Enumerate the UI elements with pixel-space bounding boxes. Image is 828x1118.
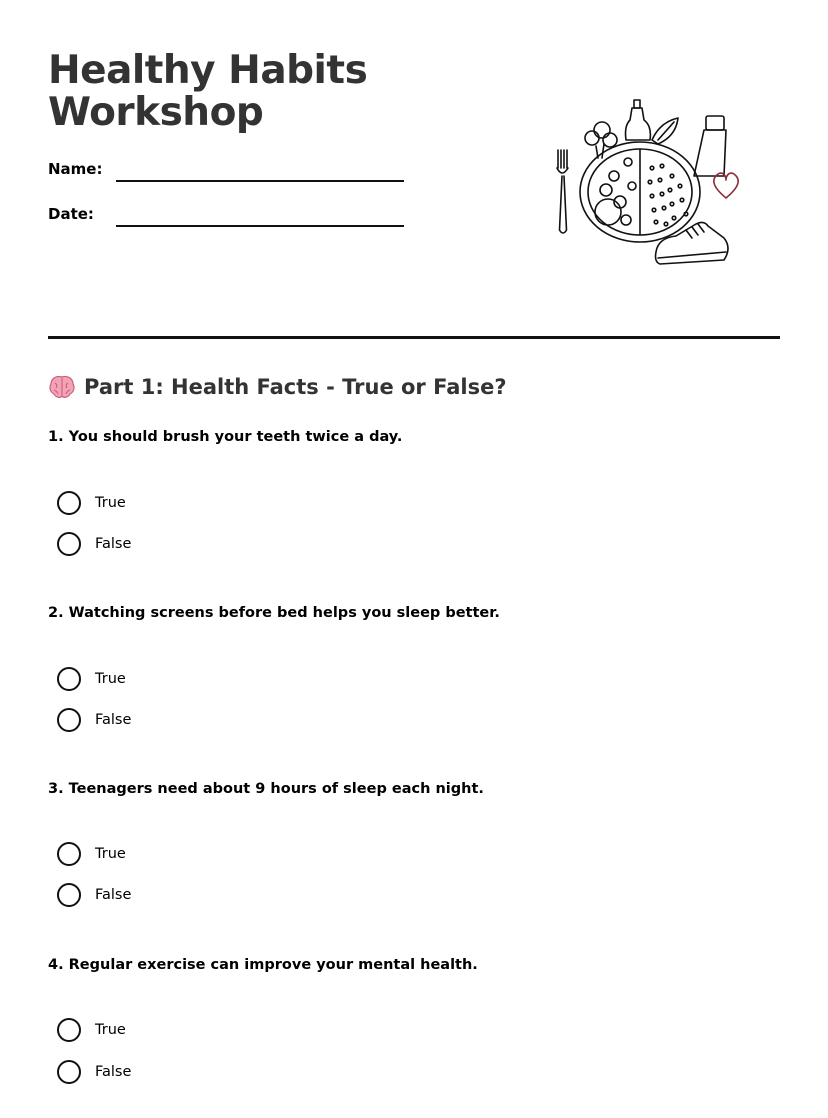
question-3-option-true[interactable] (57, 841, 126, 867)
option-label: False (95, 536, 132, 552)
radio-button[interactable] (57, 1018, 81, 1042)
option-label: True (95, 1022, 126, 1038)
broccoli-icon (585, 122, 617, 158)
question-2-option-true[interactable] (57, 666, 126, 692)
question-2-option-false[interactable] (57, 707, 131, 733)
radio-button[interactable] (57, 667, 81, 691)
radio-button[interactable] (57, 708, 81, 732)
bottle-icon (626, 100, 651, 140)
radio-button[interactable] (57, 883, 81, 907)
date-write-line[interactable] (116, 225, 404, 227)
heart-icon (714, 173, 738, 198)
radio-button[interactable] (57, 491, 81, 515)
question-1-option-false[interactable] (57, 531, 131, 557)
plate-icon (580, 142, 700, 242)
name-label: Name: (48, 160, 103, 178)
title-line-2: Workshop (48, 90, 264, 135)
radio-button[interactable] (57, 842, 81, 866)
leaf-icon (652, 118, 678, 144)
option-label: False (95, 712, 132, 728)
section-title-part-1 (48, 374, 507, 400)
fork-icon (557, 150, 568, 233)
option-label: False (95, 1064, 132, 1080)
name-write-line[interactable] (116, 180, 404, 182)
title-line-1: Healthy Habits (48, 48, 368, 93)
brain-icon (48, 374, 76, 400)
question-4-option-true[interactable] (57, 1017, 126, 1043)
question-2: 2. Watching screens before bed helps you sleep better. (48, 605, 500, 621)
healthy-plate-illustration (548, 96, 748, 271)
section-title-text: Part 1: Health Facts - True or False? (84, 375, 507, 399)
section-divider (48, 336, 780, 339)
page-title (48, 50, 367, 134)
question-4-option-false[interactable] (57, 1059, 131, 1085)
water-bottle-icon (694, 116, 726, 176)
option-label: True (95, 846, 126, 862)
question-1-option-true[interactable] (57, 490, 126, 516)
radio-button[interactable] (57, 1060, 81, 1084)
question-3: 3. Teenagers need about 9 hours of sleep each night. (48, 781, 484, 797)
option-label: True (95, 671, 126, 687)
question-3-option-false[interactable] (57, 882, 131, 908)
option-label: False (95, 887, 132, 903)
date-label: Date: (48, 205, 94, 223)
radio-button[interactable] (57, 532, 81, 556)
question-1: 1. You should brush your teeth twice a day. (48, 429, 403, 445)
option-label: True (95, 495, 126, 511)
question-4: 4. Regular exercise can improve your mental health. (48, 957, 478, 973)
